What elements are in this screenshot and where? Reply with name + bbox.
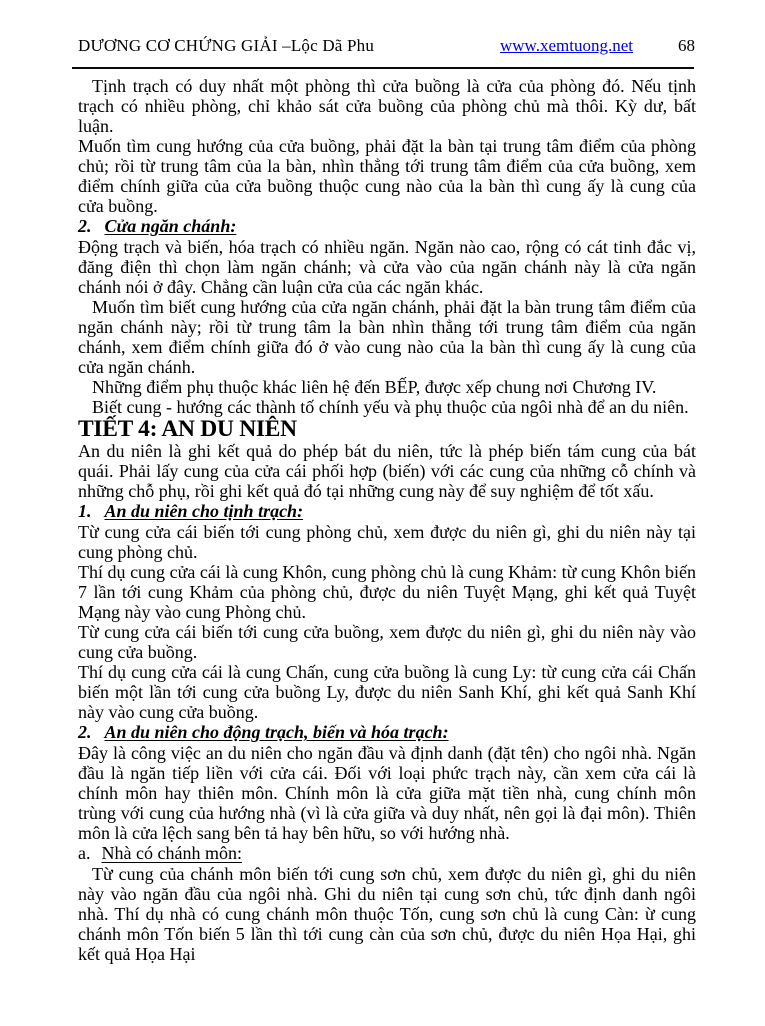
- paragraph: Biết cung - hướng các thành tố chính yếu và phụ thuộc của ngôi nhà để an du niên.: [92, 397, 689, 417]
- paragraph: An du niên là ghi kết quả do phép bát du niên, tức là phép biến tám cung của bát quái. Phải lấy cung của cửa cái phối hợp (biến) với các cung của những cỗ chính và những chỗ phụ, rồi ghi kết quả đó tại những cung này để suy nghiệm để tốt xấu.: [78, 441, 696, 501]
- book-title: DƯƠNG CƠ CHỨNG GIẢI –Lộc Dã Phu: [78, 36, 375, 55]
- paragraph: Động trạch và biến, hóa trạch có nhiều ngăn. Ngăn nào cao, rộng có cát tinh đắc vị, đăng điện thì chọn làm ngăn chánh; và cửa vào của ngăn chánh này là cửa ngăn chánh nói ở đây. Chẳng cần luận cửa của các ngăn khác.: [78, 237, 696, 297]
- website-link[interactable]: www.xemtuong.net: [500, 36, 633, 55]
- chapter-heading: TIẾT 4: AN DU NIÊN: [78, 416, 297, 442]
- section-heading: [78, 216, 696, 237]
- section-title: An du niên cho động trạch, biến và hóa trạch:: [104, 722, 449, 742]
- section-title: An du niên cho tịnh trạch:: [104, 501, 304, 521]
- section-number: 2.: [78, 216, 92, 236]
- paragraph: Muốn tìm biết cung hướng của cửa ngăn chánh, phải đặt la bàn trung tâm điểm của ngăn chánh này; rồi từ trung tâm la bàn nhìn thẳng tới trung tâm điểm của ngăn chánh, xem điểm chính giữa đó ở vào cung nào của la bàn thì cung ấy là cung của cửa ngăn chánh.: [78, 297, 696, 377]
- page-header: [78, 36, 695, 56]
- document-body: [78, 76, 696, 964]
- paragraph: Từ cung cửa cái biến tới cung cửa buồng, xem được du niên gì, ghi du niên này vào cung cửa buồng.: [78, 622, 696, 662]
- sub-heading-title: Nhà có chánh môn:: [101, 843, 242, 863]
- section-heading: [78, 722, 696, 743]
- section-number: 1.: [78, 501, 92, 521]
- paragraph: Thí dụ cung cửa cái là cung Khôn, cung phòng chủ là cung Khảm: từ cung Khôn biến 7 lần tới cung Khảm của phòng chủ, được du niên Tuyệt Mạng, ghi kết quả Tuyệt Mạng này vào cung Phòng chủ.: [78, 562, 696, 622]
- paragraph: Muốn tìm cung hướng của cửa buồng, phải đặt la bàn tại trung tâm điểm của phòng chủ; rồi từ trung tâm của la bàn, nhìn thẳng tới trung tâm điểm của cửa buồng, xem điểm chính giữa của cửa buồng thuộc cung nào của la bàn thì cung ấy là cung của cửa buồng.: [78, 136, 696, 216]
- page-number: 68: [678, 36, 695, 55]
- paragraph: Thí dụ cung cửa cái là cung Chấn, cung cửa buồng là cung Ly: từ cung cửa cái Chấn biến một lần tới cung cửa buồng Ly, được du niên Sanh Khí, ghi kết quả Sanh Khí này vào cung cửa buồng.: [78, 662, 696, 722]
- sub-heading: [78, 843, 696, 864]
- paragraph: Từ cung cửa cái biến tới cung phòng chủ, xem được du niên gì, ghi du niên này tại cung phòng chủ.: [78, 522, 696, 562]
- sub-heading-letter: a.: [78, 843, 91, 863]
- header-divider: [72, 67, 694, 69]
- document-page: [0, 36, 765, 1026]
- paragraph: Từ cung của chánh môn biến tới cung sơn chủ, xem được du niên gì, ghi du niên này vào ngăn đầu của ngôi nhà. Ghi du niên tại cung sơn chủ, tức định danh ngôi nhà. Thí dụ nhà có cung chánh môn thuộc Tốn, cung sơn chủ là cung Càn: ừ cung chánh môn Tốn biến 5 lần thì tới cung càn của sơn chủ, được du niên Họa Hại, ghi kết quả Họa Hại: [78, 864, 696, 964]
- section-number: 2.: [78, 722, 92, 742]
- paragraph: Đây là công việc an du niên cho ngăn đầu và định danh (đặt tên) cho ngôi nhà. Ngăn đầu là ngăn tiếp liền với cửa cái. Đối với loại phức trạch này, cần xem cửa cái là chính môn hay thiên môn. Chính môn là cửa giữa mặt tiền nhà, cung chính môn trùng với cung của hướng nhà (vì là cửa giữa và duy nhất, nên gọi là đại môn). Thiên môn là cửa lệch sang bên tả hay bên hữu, so với hướng nhà.: [78, 743, 696, 843]
- section-heading: [78, 501, 696, 522]
- paragraph: Tịnh trạch có duy nhất một phòng thì cửa buồng là cửa của phòng đó. Nếu tịnh trạch có nhiều phòng, chỉ khảo sát cửa buồng của phòng chủ mà thôi. Kỳ dư, bất luận.: [78, 76, 696, 136]
- paragraph: Những điểm phụ thuộc khác liên hệ đến BẾP, được xếp chung nơi Chương IV.: [92, 377, 657, 397]
- section-title: Cửa ngăn chánh:: [104, 216, 237, 236]
